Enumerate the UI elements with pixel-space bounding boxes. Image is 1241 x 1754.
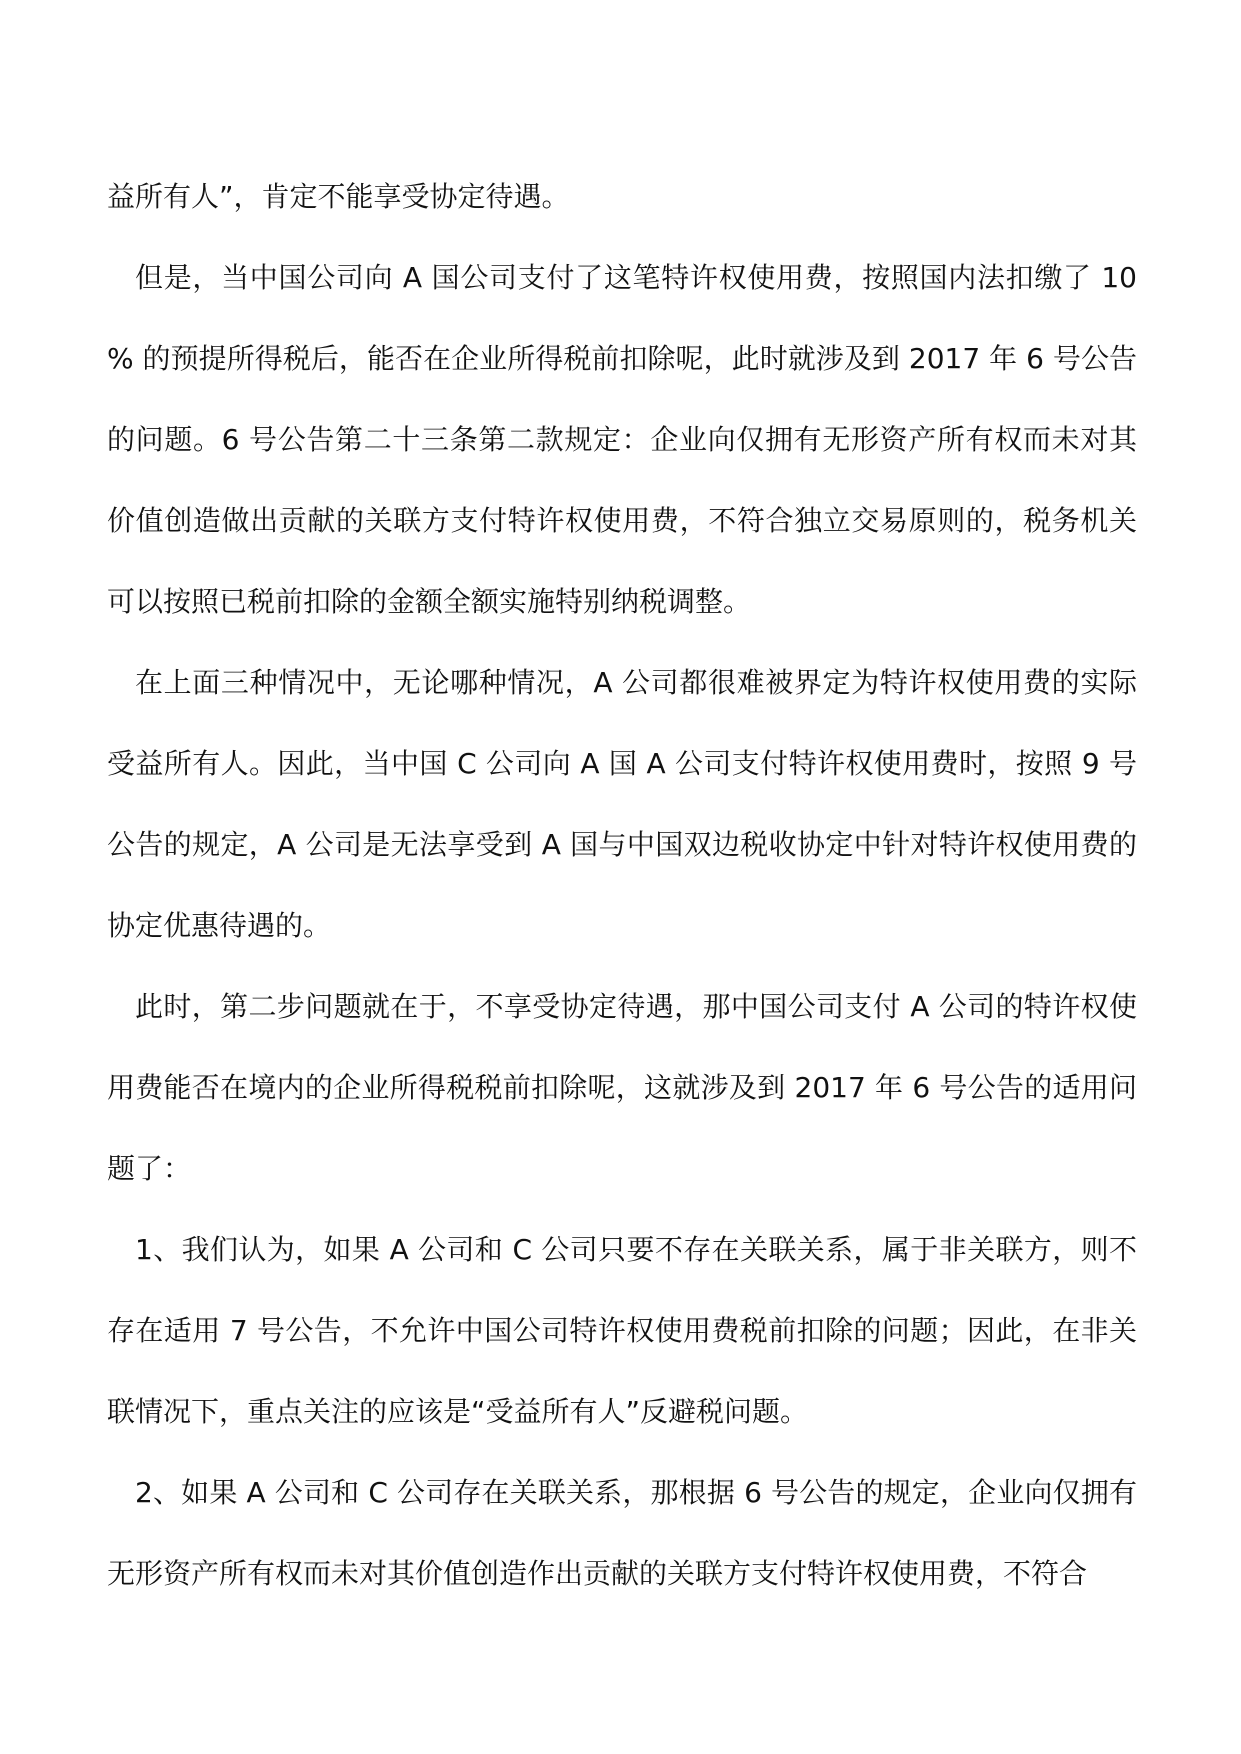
paragraph-continuation: 益所有人”，肯定不能享受协定待遇。 — [107, 180, 570, 213]
paragraph: 但是，当中国公司向 A 国公司支付了这笔特许权使用费，按照国内法扣缴了 10% 的预提所得税后，能否在企业所得税前扣除呢，此时就涉及到 2017 年 6 号公告的问题。6 号公告第二十三条第二款规定：企业向仅拥有无形资产所有权而未对其价值创造做出贡献的关联方支付特许权使用费，不符合独立交易原则的，税务机关可以按照已税前扣除的金额全额实施特别纳税调整。 — [107, 261, 1137, 618]
paragraph: 在上面三种情况中，无论哪种情况，A 公司都很难被界定为特许权使用费的实际受益所有人。因此，当中国 C 公司向 A 国 A 公司支付特许权使用费时，按照 9 号公告的规定，A 公司是无法享受到 A 国与中国双边税收协定中针对特许权使用费的协定优惠待遇的。 — [107, 666, 1137, 942]
paragraph: 2、如果 A 公司和 C 公司存在关联关系，那根据 6 号公告的规定，企业向仅拥有无形资产所有权而未对其价值创造作出贡献的关联方支付特许权使用费，不符合 — [107, 1476, 1137, 1590]
paragraph: 此时，第二步问题就在于，不享受协定待遇，那中国公司支付 A 公司的特许权使用费能否在境内的企业所得税税前扣除呢，这就涉及到 2017 年 6 号公告的适用问题了： — [107, 990, 1137, 1185]
document-page — [107, 156, 1137, 1614]
paragraph: 1、我们认为，如果 A 公司和 C 公司只要不存在关联关系，属于非关联方，则不存在适用 7 号公告，不允许中国公司特许权使用费税前扣除的问题；因此，在非关联情况下，重点关注的应该是“受益所有人”反避税问题。 — [107, 1233, 1137, 1428]
